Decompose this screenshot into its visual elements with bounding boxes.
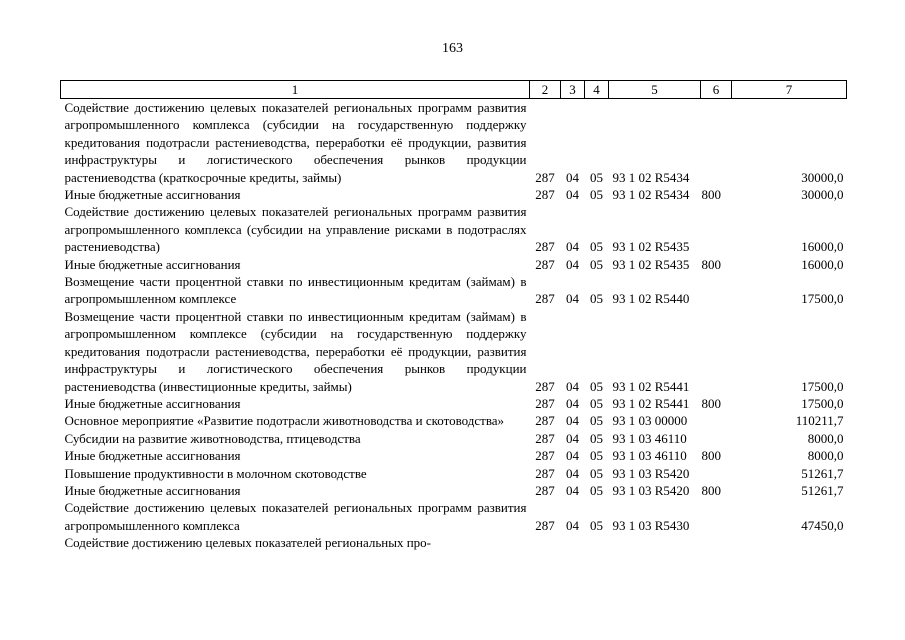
row-col-2: 287 [535,517,555,533]
row-description: Субсидии на развитие животноводства, птицеводства [64,430,361,446]
row-col-5: 93 1 03 R5420 [612,482,690,498]
row-col-2: 287 [535,395,555,411]
row-amount: 16000,0 [801,239,844,255]
row-description: Повышение продуктивности в молочном скотоводстве [64,465,367,481]
row-col-3: 04 [566,169,579,185]
table-row [61,534,847,551]
row-amount: 17500,0 [801,378,844,394]
table-row [61,186,847,203]
row-col-6 [701,203,732,255]
header-col-2: 2 [530,81,561,99]
row-col-6: 800 [701,256,721,272]
row-col-5: 93 1 02 R5441 [612,378,690,394]
row-description: Иные бюджетные ассигнования [64,256,241,272]
row-col-3: 04 [566,517,579,533]
header-col-7: 7 [732,81,847,99]
row-col-3: 04 [566,256,579,272]
row-amount: 110211,7 [795,413,844,429]
row-col-4: 05 [590,256,603,272]
row-col-3: 04 [566,395,579,411]
row-col-5: 93 1 03 46110 [612,430,687,446]
page-number: 163 [442,41,463,56]
table-row [61,256,847,273]
table-row [61,482,847,499]
row-col-4: 05 [590,187,603,203]
table-row [61,273,847,308]
row-col-3: 04 [566,239,579,255]
row-col-3: 04 [566,430,579,446]
row-col-4: 05 [590,465,603,481]
row-amount: 51261,7 [801,482,844,498]
row-amount: 8000,0 [807,448,844,464]
row-amount [732,534,847,551]
row-col-5: 93 1 03 R5430 [612,517,690,533]
header-col-1: 1 [61,81,530,99]
row-description: Содействие достижению целевых показателей региональных программ развития агропромышленного комплекса (субсидии на управление рисками в подотраслях растениеводства) [64,204,527,255]
row-description: Иные бюджетные ассигнования [64,187,241,203]
table-row [61,308,847,395]
row-col-4: 05 [590,378,603,394]
row-col-6 [701,430,732,447]
row-description: Иные бюджетные ассигнования [64,448,241,464]
row-col-5: 93 1 02 R5440 [612,291,690,307]
row-col-2: 287 [535,448,555,464]
row-description: Иные бюджетные ассигнования [64,482,241,498]
row-col-6 [701,308,732,395]
row-col-2: 287 [535,239,555,255]
row-col-6 [701,412,732,429]
row-col-3: 04 [566,187,579,203]
table-row [61,447,847,464]
row-col-6 [701,499,732,534]
row-col-4: 05 [590,482,603,498]
row-col-5: 93 1 02 R5434 [612,169,690,185]
row-col-2: 287 [535,413,555,429]
row-amount: 17500,0 [801,291,844,307]
row-col-4: 05 [590,169,603,185]
row-col-3: 04 [566,291,579,307]
row-col-5: 93 1 03 R5420 [612,465,690,481]
budget-table [60,80,847,552]
table-header-row [61,81,847,99]
row-col-2 [530,534,561,551]
row-col-3 [561,534,585,551]
table-row [61,465,847,482]
row-col-6: 800 [701,187,721,203]
row-amount: 47450,0 [801,517,844,533]
row-col-2: 287 [535,430,555,446]
row-col-4: 05 [590,395,603,411]
row-col-4: 05 [590,413,603,429]
row-col-6 [701,273,732,308]
row-col-3: 04 [566,413,579,429]
row-amount: 51261,7 [801,465,844,481]
row-col-5: 93 1 03 00000 [612,413,688,429]
row-col-4: 05 [590,291,603,307]
table-row [61,99,847,187]
row-description: Содействие достижению целевых показателей региональных про- [64,535,431,551]
row-col-3: 04 [566,465,579,481]
row-col-5: 93 1 02 R5434 [612,187,690,203]
row-col-4 [585,534,609,551]
row-col-2: 287 [535,378,555,394]
table-row [61,412,847,429]
table-row [61,499,847,534]
row-col-4: 05 [590,430,603,446]
row-col-2: 287 [535,169,555,185]
row-col-3: 04 [566,482,579,498]
row-amount: 30000,0 [801,187,844,203]
row-col-5: 93 1 02 R5435 [612,256,690,272]
row-col-4: 05 [590,517,603,533]
row-col-6: 800 [701,395,721,411]
row-amount: 30000,0 [801,169,844,185]
header-col-4: 4 [585,81,609,99]
row-col-6 [701,99,732,187]
row-col-6: 800 [701,448,721,464]
row-description: Возмещение части процентной ставки по инвестиционным кредитам (займам) в агропромышленном комплексе (субсидии на государственную поддержку кредитования подотрасли растениеводства, переработки её продукции, развития инфраструктуры и логистического обеспечения рынков продукции растениеводства (инвестиционные кредиты, займы) [64,308,527,394]
row-amount: 16000,0 [801,256,844,272]
table-row [61,203,847,255]
row-col-4: 05 [590,239,603,255]
table-row [61,395,847,412]
row-description: Содействие достижению целевых показателей региональных программ развития агропромышленного комплекса [64,500,527,533]
table-body [61,99,847,552]
row-col-2: 287 [535,291,555,307]
row-col-3: 04 [566,378,579,394]
row-col-5: 93 1 02 R5441 [612,395,690,411]
row-col-2: 287 [535,465,555,481]
row-col-4: 05 [590,448,603,464]
header-col-6: 6 [701,81,732,99]
row-col-2: 287 [535,187,555,203]
table-row [61,430,847,447]
row-description: Иные бюджетные ассигнования [64,395,241,411]
header-col-5: 5 [609,81,701,99]
row-col-2: 287 [535,256,555,272]
row-col-6 [701,534,732,551]
row-col-5: 93 1 02 R5435 [612,239,690,255]
row-col-6: 800 [701,482,721,498]
row-col-6 [701,465,732,482]
row-col-5 [609,534,701,551]
row-col-3: 04 [566,448,579,464]
row-description: Содействие достижению целевых показателей региональных программ развития агропромышленного комплекса (субсидии на государственную поддержку кредитования подотрасли растениеводства, переработки её продукции, развития инфраструктуры и логистического обеспечения рынков продукции растениеводства (краткосрочные кредиты, займы) [64,100,527,185]
row-amount: 8000,0 [807,430,844,446]
header-col-3: 3 [561,81,585,99]
row-amount: 17500,0 [801,395,844,411]
row-col-2: 287 [535,482,555,498]
row-description: Возмещение части процентной ставки по инвестиционным кредитам (займам) в агропромышленном комплексе [64,274,527,307]
row-description: Основное мероприятие «Развитие подотрасли животноводства и скотоводства» [64,413,505,429]
row-col-5: 93 1 03 46110 [612,448,687,464]
